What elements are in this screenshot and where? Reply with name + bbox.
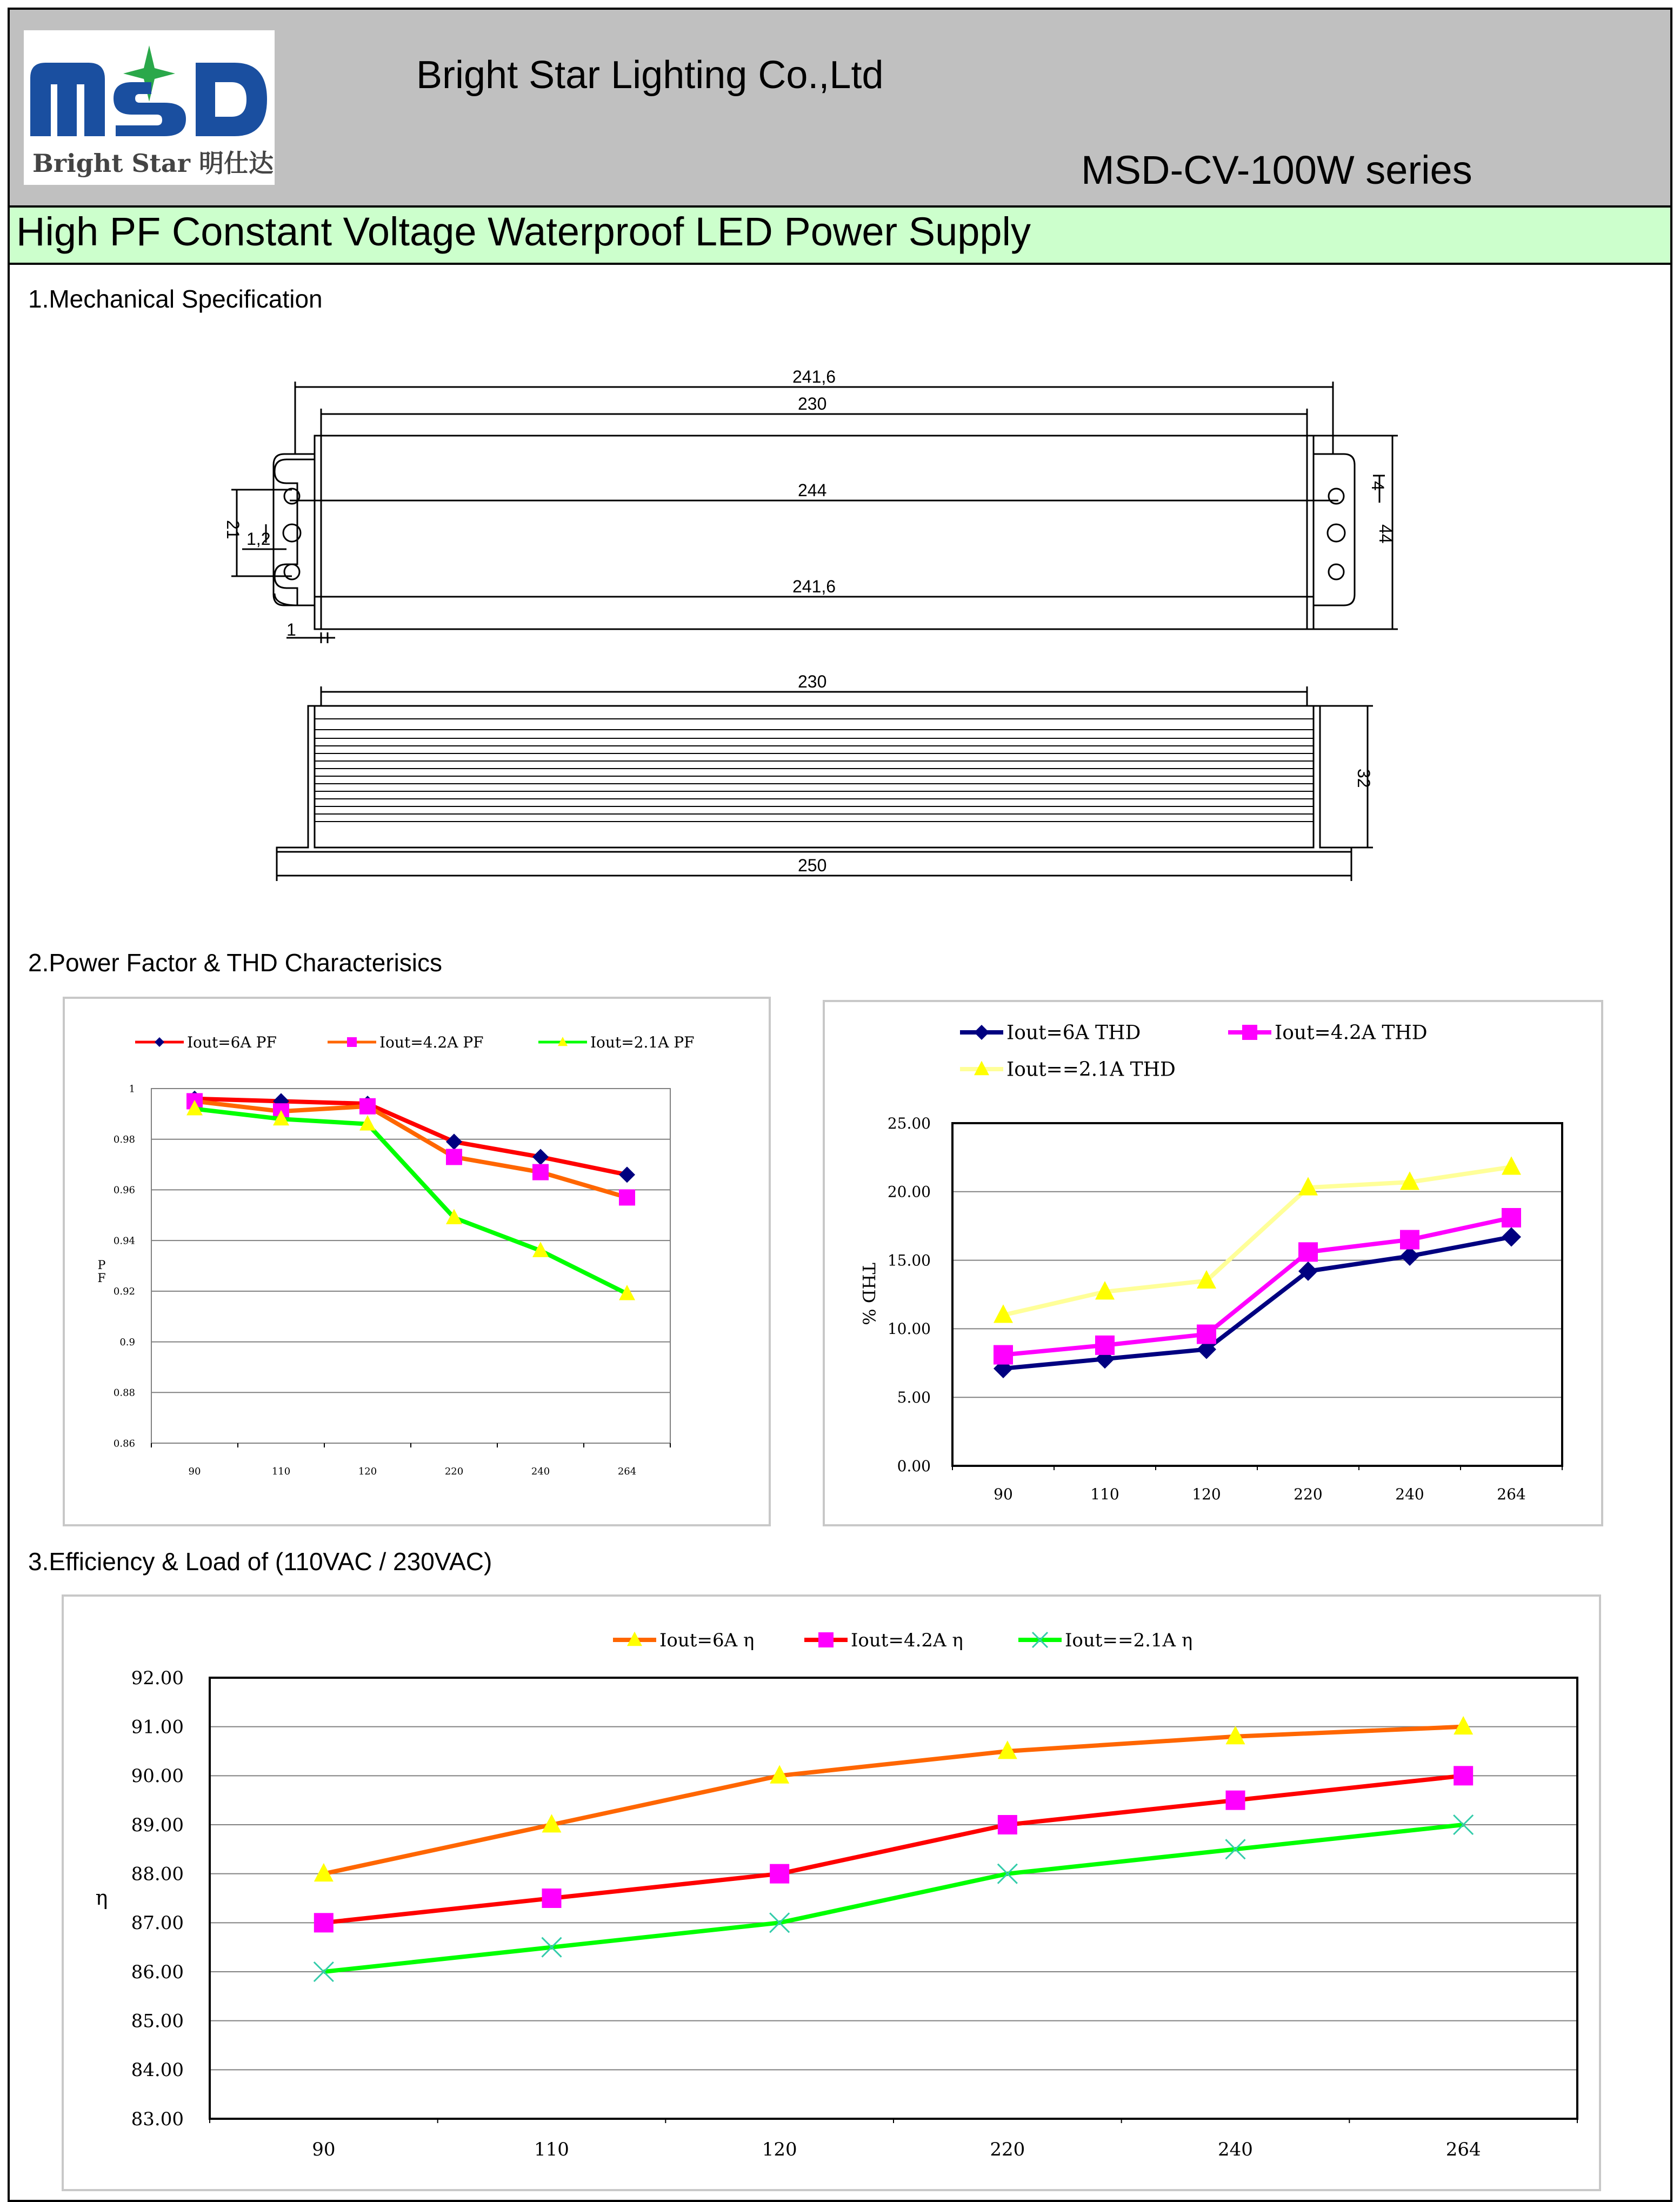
dim-241-6-mid: 241,6 <box>792 577 836 596</box>
data-point <box>994 1345 1013 1365</box>
y-tick-label: 0.00 <box>897 1457 931 1475</box>
dim-4: 4 <box>1368 481 1388 491</box>
legend-marker <box>155 1037 164 1047</box>
x-tick-label: 120 <box>358 1466 377 1477</box>
data-point <box>1502 1208 1521 1227</box>
legend-marker <box>347 1037 357 1047</box>
data-point <box>1400 1230 1419 1250</box>
y-tick-label: 25.00 <box>887 1114 931 1132</box>
pf-chart-panel <box>63 997 771 1526</box>
x-tick-label: 110 <box>271 1466 291 1477</box>
plot-area <box>151 1089 670 1443</box>
data-point <box>619 1189 635 1205</box>
dim-241-6-top: 241,6 <box>792 367 836 386</box>
mechanical-drawing <box>0 0 1680 919</box>
data-point <box>998 1815 1017 1834</box>
data-point <box>619 1166 635 1183</box>
x-tick-label: 110 <box>1090 1485 1119 1503</box>
y-tick-label: 15.00 <box>887 1251 931 1270</box>
y-tick-label: 20.00 <box>887 1183 931 1201</box>
y-tick-label: 92.00 <box>131 1667 184 1689</box>
x-tick-label: 240 <box>1218 2139 1253 2160</box>
legend-marker <box>1242 1025 1257 1040</box>
x-tick-label: 110 <box>534 2139 569 2160</box>
dim-21: 21 <box>223 520 243 539</box>
data-point <box>1502 1156 1521 1175</box>
data-point <box>1454 1766 1473 1785</box>
data-point <box>770 1864 789 1884</box>
dim-250: 250 <box>798 856 827 875</box>
y-tick-label: 0.9 <box>119 1336 135 1348</box>
dim-1-2: 1,2 <box>246 529 271 549</box>
x-tick-label: 240 <box>531 1466 550 1477</box>
y-tick-label: 5.00 <box>897 1389 931 1406</box>
pf-chart <box>65 999 769 1524</box>
y-tick-label: 0.86 <box>113 1438 135 1450</box>
series-2 <box>994 1156 1521 1323</box>
data-point <box>532 1164 549 1180</box>
y-tick-label: 84.00 <box>131 2059 184 2081</box>
series-line <box>195 1109 627 1293</box>
series-0 <box>314 1716 1473 1881</box>
dim-244: 244 <box>798 481 827 500</box>
x-tick-label: 220 <box>1294 1485 1323 1503</box>
y-tick-label: 0.96 <box>113 1184 135 1196</box>
x-tick-label: 264 <box>1445 2139 1481 2160</box>
efficiency-chart-panel <box>62 1594 1601 2191</box>
data-point <box>532 1149 549 1165</box>
y-axis-label: η <box>95 1886 108 1910</box>
legend-label: Iout=4.2A η <box>851 1629 963 1651</box>
page-title: High PF Constant Voltage Waterproof LED Power Supply <box>16 209 1031 254</box>
legend-label: Iout==2.1A THD <box>1006 1058 1176 1081</box>
legend-label: Iout=4.2A THD <box>1275 1022 1428 1044</box>
dim-44: 44 <box>1376 524 1395 544</box>
thd-chart-panel <box>823 1000 1603 1526</box>
logo-brand: Bright Star 明仕达 <box>32 149 274 178</box>
series-line <box>324 1776 1463 1923</box>
y-axis-label: THD % <box>858 1263 879 1325</box>
y-tick-label: 10.00 <box>887 1320 931 1338</box>
x-tick-label: 264 <box>617 1466 637 1477</box>
legend-marker <box>974 1025 989 1040</box>
legend-label: Iout=6A η <box>659 1629 755 1651</box>
y-tick-label: 0.94 <box>113 1235 135 1247</box>
data-point <box>1226 1791 1245 1810</box>
x-tick-label: 240 <box>1395 1485 1424 1503</box>
dim-230-top: 230 <box>798 394 827 413</box>
data-point <box>1298 1242 1318 1262</box>
series-1 <box>314 1766 1473 1932</box>
legend-marker <box>818 1632 834 1647</box>
y-tick-label: 88.00 <box>131 1863 184 1885</box>
data-point <box>542 1889 562 1908</box>
x-tick-label: 120 <box>1192 1485 1221 1503</box>
legend-label: Iout==2.1A η <box>1065 1629 1193 1651</box>
y-tick-label: 86.00 <box>131 1961 184 1983</box>
y-tick-label: 90.00 <box>131 1765 184 1787</box>
thd-chart <box>825 1002 1601 1524</box>
series-0 <box>994 1227 1521 1378</box>
data-point <box>446 1133 462 1150</box>
x-tick-label: 264 <box>1497 1485 1526 1503</box>
data-point <box>314 1913 334 1932</box>
y-tick-label: 89.00 <box>131 1814 184 1836</box>
dim-1: 1 <box>286 620 296 639</box>
x-tick-label: 90 <box>188 1466 201 1477</box>
series-line <box>324 1727 1463 1874</box>
series-name: MSD-CV-100W series <box>1081 148 1472 192</box>
x-tick-label: 220 <box>990 2139 1025 2160</box>
dim-32: 32 <box>1354 769 1374 788</box>
legend-label: Iout=2.1A PF <box>590 1033 695 1051</box>
y-tick-label: 0.92 <box>113 1286 135 1298</box>
legend-label: Iout=6A THD <box>1006 1022 1141 1044</box>
series-line <box>1003 1218 1511 1355</box>
data-point <box>359 1098 376 1115</box>
section-efficiency-title: 3.Efficiency & Load of (110VAC / 230VAC) <box>28 1547 492 1576</box>
series-line <box>324 1825 1463 1972</box>
y-tick-label: 83.00 <box>131 2108 184 2130</box>
company-name: Bright Star Lighting Co.,Ltd <box>416 54 884 97</box>
data-point <box>1095 1336 1115 1355</box>
x-tick-label: 90 <box>312 2139 336 2160</box>
x-tick-label: 90 <box>994 1485 1013 1503</box>
x-tick-label: 220 <box>444 1466 464 1477</box>
x-tick-label: 120 <box>762 2139 797 2160</box>
y-tick-label: 91.00 <box>131 1716 184 1738</box>
legend-label: Iout=6A PF <box>187 1033 277 1051</box>
top-view-body <box>315 436 1314 629</box>
y-tick-label: 0.88 <box>113 1387 135 1399</box>
data-point <box>1197 1325 1216 1344</box>
data-point <box>1502 1227 1521 1246</box>
series-1 <box>186 1093 635 1205</box>
dim-230-side: 230 <box>798 672 827 691</box>
y-tick-label: 87.00 <box>131 1912 184 1934</box>
y-axis-label: P F <box>97 1259 106 1285</box>
section-pf-thd-title: 2.Power Factor & THD Characterisics <box>28 949 443 977</box>
y-tick-label: 0.98 <box>113 1134 135 1146</box>
y-tick-label: 1 <box>129 1083 135 1095</box>
efficiency-chart <box>64 1597 1599 2189</box>
section-mechanical-title: 1.Mechanical Specification <box>28 285 323 313</box>
data-point <box>446 1149 462 1165</box>
y-tick-label: 85.00 <box>131 2010 184 2032</box>
legend-label: Iout=4.2A PF <box>379 1033 484 1051</box>
